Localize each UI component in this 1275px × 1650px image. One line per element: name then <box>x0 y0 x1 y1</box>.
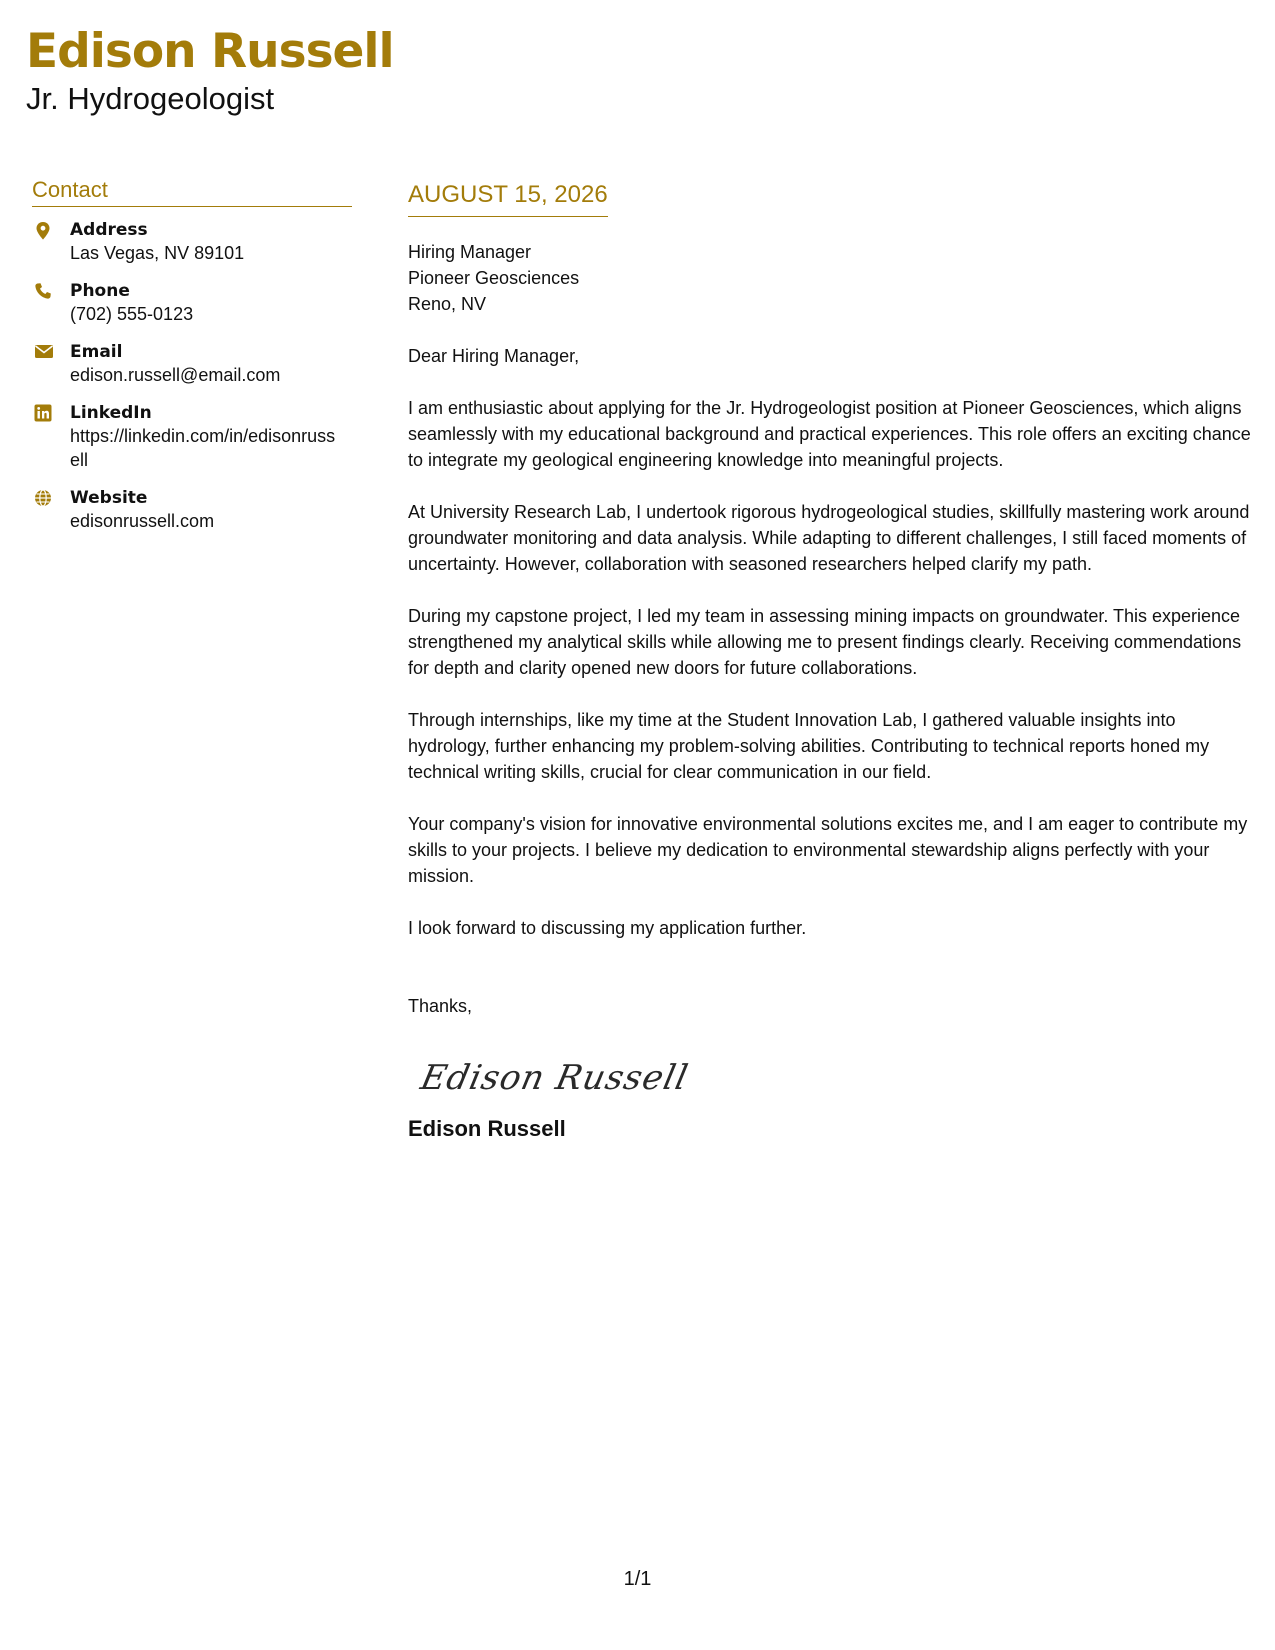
page-number: 1/1 <box>623 1568 652 1590</box>
letter-date: AUGUST 15, 2026 <box>408 180 608 217</box>
contact-label: Website <box>70 488 148 508</box>
letter-paragraph: At University Research Lab, I undertook rigorous hydrogeological studies, skillfully mastering work around groundwater monitoring and data analysis. While adapting to different challenges, I still faced moments of uncertainty. However, collaboration with seasoned researchers helped clarify my path. <box>408 502 1250 574</box>
linkedin-icon <box>34 404 52 422</box>
applicant-name: Edison Russell <box>26 24 394 79</box>
contact-item-website <box>32 487 352 533</box>
contact-label: LinkedIn <box>70 403 152 423</box>
website-value[interactable]: edisonrussell.com <box>70 511 215 531</box>
letter-paragraph: During my capstone project, I led my team in assessing mining impacts on groundwater. This experience strengthened my analytical skills while allowing me to present findings clearly. Receiving commendations for depth and clarity opened new doors for future collaborations. <box>408 606 1242 678</box>
map-pin-icon <box>34 221 52 239</box>
contact-item-email <box>32 341 352 387</box>
handwritten-signature <box>417 1047 1253 1107</box>
letter-header <box>26 22 394 116</box>
contact-item-phone <box>32 280 352 326</box>
letter-paragraph: Your company's vision for innovative environmental solutions excites me, and I am eager to contribute my skills to your projects. I believe my dedication to environmental stewardship aligns perfectly with your mission. <box>408 814 1248 886</box>
phone-value: (702) 555-0123 <box>70 304 194 324</box>
letter-paragraph: Through internships, like my time at the Student Innovation Lab, I gathered valuable insights into hydrology, further enhancing my problem-solving abilities. Contributing to technical reports honed my technical writing skills, crucial for clear communication in our field. <box>408 710 1210 782</box>
email-value[interactable]: edison.russell@email.com <box>70 365 281 385</box>
svg-text:Edison Russell: Edison Russell <box>417 1058 692 1098</box>
signer-name: Edison Russell <box>408 1116 566 1141</box>
job-title: Jr. Hydrogeologist <box>26 81 275 116</box>
contact-item-linkedin <box>32 402 352 472</box>
contact-label: Phone <box>70 281 130 301</box>
phone-icon <box>34 282 52 300</box>
contact-sidebar <box>32 177 352 548</box>
contact-heading: Contact <box>32 177 352 207</box>
closing: Thanks, <box>408 996 473 1016</box>
letter-paragraph: I am enthusiastic about applying for the Jr. Hydrogeologist position at Pioneer Geosciences, which aligns seamlessly with my educational background and practical experiences. This role offers an exciting chance to integrate my geological engineering knowledge into meaningful projects. <box>408 398 1251 470</box>
contact-item-address <box>32 219 352 265</box>
recipient-block <box>408 239 1253 317</box>
linkedin-value[interactable]: https://linkedin.com/in/edisonrussell <box>70 426 336 470</box>
letter-paragraph: I look forward to discussing my application further. <box>408 918 807 938</box>
recipient-line: Hiring Manager <box>408 242 532 262</box>
envelope-icon <box>34 343 52 361</box>
contact-label: Address <box>70 220 148 240</box>
letter-body <box>408 180 1253 1143</box>
address-value: Las Vegas, NV 89101 <box>70 243 245 263</box>
greeting: Dear Hiring Manager, <box>408 346 580 366</box>
globe-icon <box>34 489 52 507</box>
recipient-location: Reno, NV <box>408 294 487 314</box>
recipient-company: Pioneer Geosciences <box>408 268 580 288</box>
contact-label: Email <box>70 342 123 362</box>
